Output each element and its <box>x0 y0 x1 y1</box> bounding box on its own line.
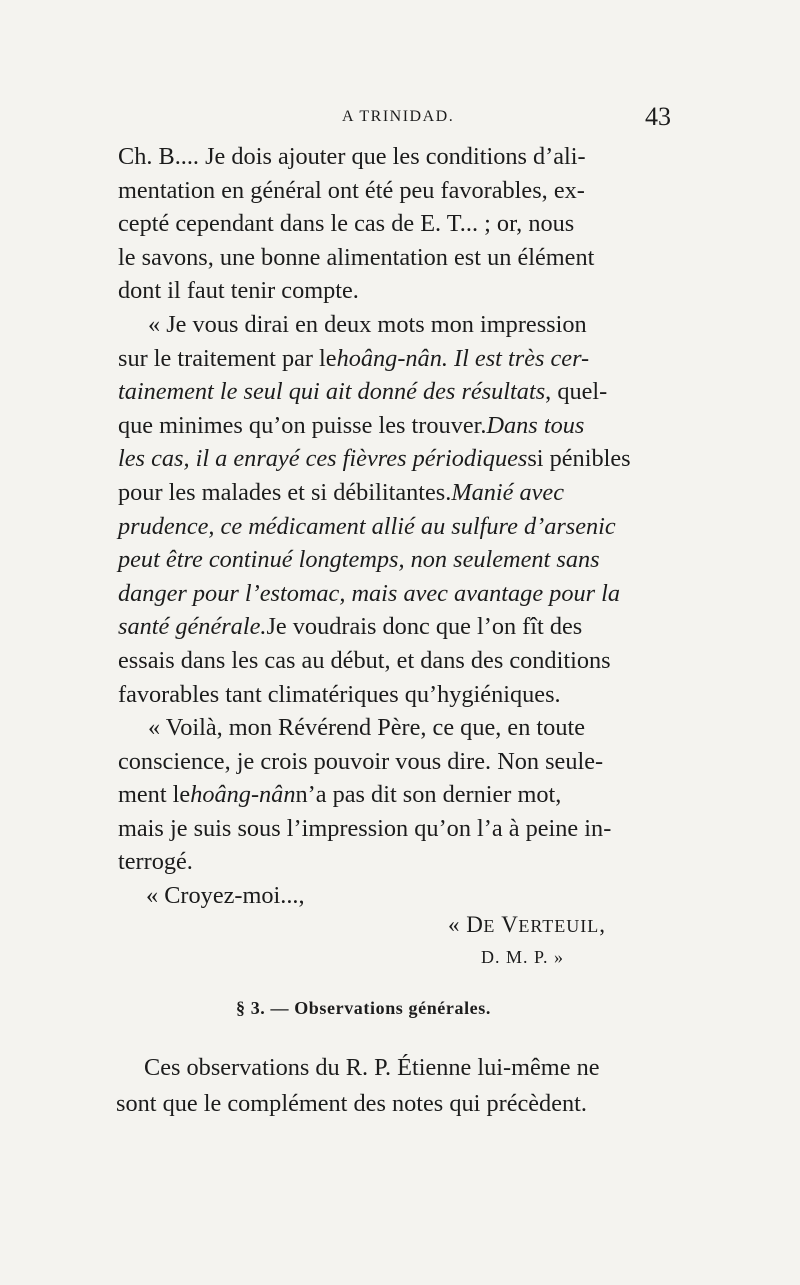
text-line <box>118 207 670 241</box>
text-line <box>118 241 670 275</box>
line-text: que minimes qu’on puisse les trouver. <box>118 411 487 439</box>
line-text: « Voilà, mon Révérend Père, ce que, en toute <box>148 714 585 742</box>
line-text: mais je suis sous l’impression qu’on l’a à peine in- <box>118 814 612 842</box>
text-line <box>118 577 670 611</box>
text-line <box>118 308 670 342</box>
signature-title: D. M. P. » <box>481 947 565 967</box>
text-line <box>118 778 670 812</box>
text-line <box>116 1086 664 1122</box>
signature-part: V <box>495 912 519 937</box>
text-line <box>118 644 670 678</box>
text-line <box>118 140 670 174</box>
line-text: Ces observations du R. P. Étienne lui-même ne <box>144 1054 600 1081</box>
text-line <box>118 476 670 510</box>
italic-text: Manié avec <box>451 478 564 506</box>
line-text: cepté cependant dans le cas de E. T... ; or, nous <box>118 210 575 238</box>
line-text: n’a pas dit son dernier mot, <box>295 781 562 809</box>
line-text: mentation en général ont été peu favorables, ex- <box>118 176 585 204</box>
signature-part: ERTEUIL <box>518 916 600 936</box>
text-line <box>118 711 670 745</box>
line-text: Ch. B.... Je dois ajouter que les conditions d’ali- <box>118 143 586 170</box>
line-text: , quel- <box>545 378 608 406</box>
text-line <box>116 1050 664 1086</box>
line-text: essais dans les cas au début, et dans des conditions <box>118 646 611 674</box>
signature-name <box>448 912 605 938</box>
signature-part: E <box>483 916 496 936</box>
text-line <box>118 510 670 544</box>
signature-part: « D <box>448 912 484 937</box>
text-line <box>118 845 670 879</box>
closing-paragraph <box>116 1050 664 1122</box>
text-line <box>118 174 670 208</box>
running-head <box>118 104 673 134</box>
italic-text: prudence, ce médicament allié au sulfure d’arsenic <box>118 512 616 540</box>
body-text <box>118 140 670 913</box>
line-text: « Je vous dirai en deux mots mon impression <box>148 310 587 338</box>
text-line <box>118 678 670 712</box>
line-text: le savons, une bonne alimentation est un élément <box>118 243 595 271</box>
text-line <box>118 610 670 644</box>
line-text: « Croyez-moi..., <box>146 882 305 910</box>
italic-text: Dans tous <box>486 411 585 439</box>
text-line <box>118 442 670 476</box>
running-title: A TRINIDAD. <box>342 108 455 125</box>
italic-text: tainement le seul qui ait donné des résultats <box>118 378 546 406</box>
text-line <box>118 812 670 846</box>
line-text: favorables tant climatériques qu’hygiéniques. <box>118 680 561 708</box>
line-text: sont que le complément des notes qui précèdent. <box>116 1090 587 1117</box>
page-number: 43 <box>645 102 671 131</box>
text-line <box>118 879 670 913</box>
line-text: conscience, je crois pouvoir vous dire. Non seule- <box>118 747 604 775</box>
italic-text: hoâng-nân. Il est très cer- <box>336 344 590 372</box>
line-text: dont il faut tenir compte. <box>118 277 359 305</box>
text-line <box>118 745 670 779</box>
italic-text: santé générale. <box>118 613 267 641</box>
signature-part: , <box>599 912 606 937</box>
italic-text: danger pour l’estomac, mais avec avantage pour la <box>118 579 621 607</box>
line-text: si pénibles <box>527 445 631 473</box>
section-heading: § 3. — Observations générales. <box>236 998 491 1018</box>
italic-text: peut être continué longtemps, non seulement sans <box>118 546 600 574</box>
text-line <box>118 375 670 409</box>
line-text: terrogé. <box>118 848 193 876</box>
text-line <box>118 342 670 376</box>
line-text: ment le <box>118 781 191 809</box>
italic-text: hoâng-nân <box>190 781 296 809</box>
text-line <box>118 543 670 577</box>
text-line <box>118 274 670 308</box>
line-text: Je voudrais donc que l’on fît des <box>266 613 583 641</box>
italic-text: les cas, il a enrayé ces fièvres périodiques <box>118 445 528 473</box>
line-text: sur le traitement par le <box>118 344 337 372</box>
line-text: pour les malades et si débilitantes. <box>118 478 452 506</box>
text-line <box>118 409 670 443</box>
